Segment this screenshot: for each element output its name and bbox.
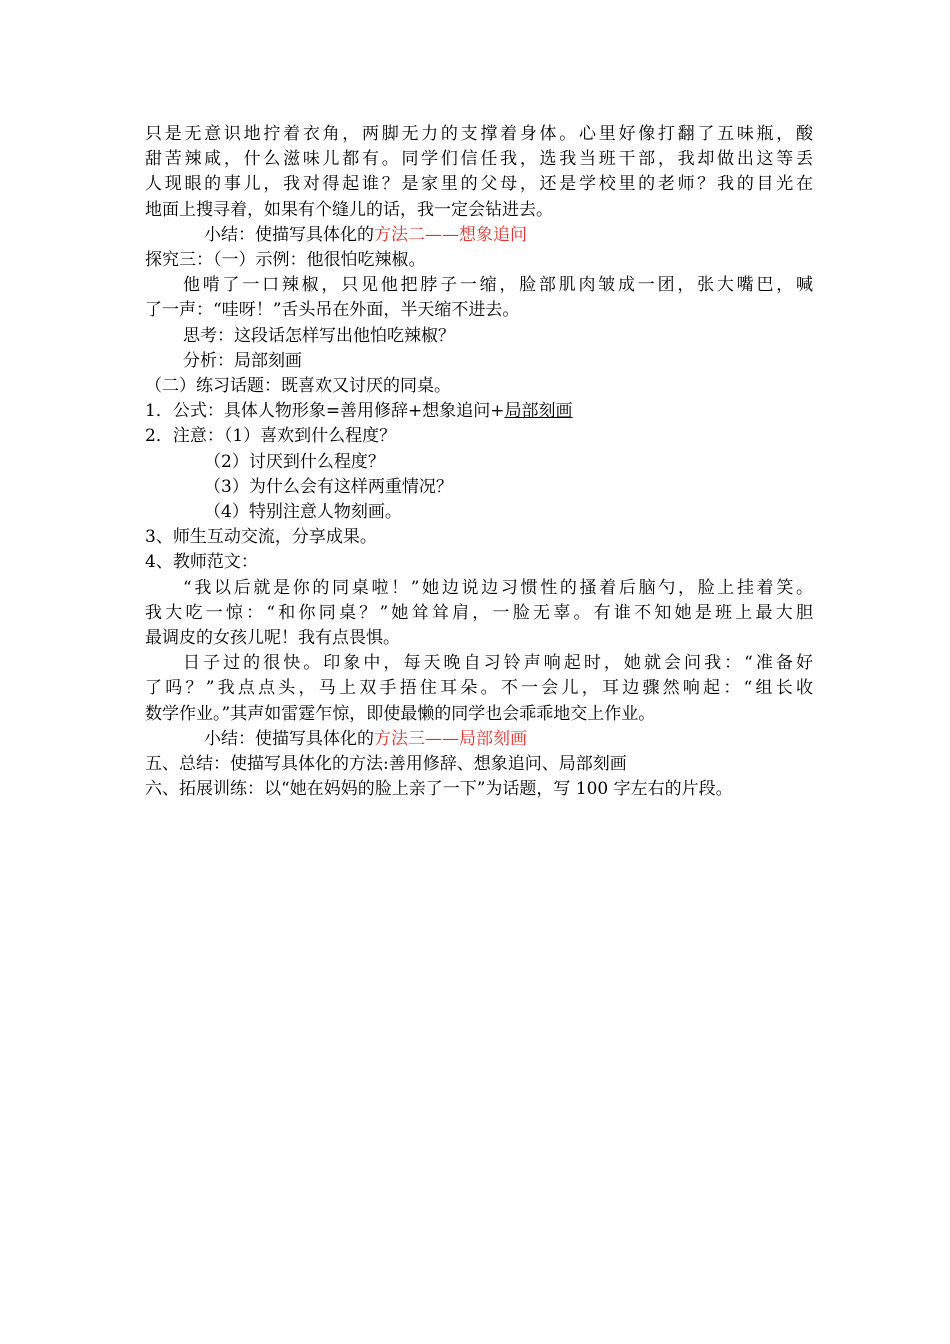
summary-method2-prefix: 小结：使描写具体化的 [204,224,374,245]
para1-line2: 甜苦辣咸，什么滋味儿都有。同学们信任我，选我当班干部，我却做出这等丢 [145,149,813,170]
analysis: 分析：局部刻画 [183,350,302,371]
step-4: 4、教师范文： [145,552,258,573]
example-line1: 他啃了一口辣椒，只见他把脖子一缩，脸部肌肉皱成一团，张大嘴巴，喊 [183,275,813,296]
note-2: （2）讨厌到什么程度？ [204,451,385,472]
para1-line3: 人现眼的事儿，我对得起谁？是家里的父母，还是学校里的老师？我的目光在 [145,174,813,195]
essay-p1-line3: 最调皮的女孩儿呢！我有点畏惧。 [145,628,400,649]
example-line2: 了一声：“哇呀！”舌头吊在外面，半天缩不进去。 [145,300,520,321]
formula [145,399,813,424]
para1-line1: 只是无意识地拧着衣角，两脚无力的支撑着身体。心里好像打翻了五味瓶，酸 [145,124,813,144]
summary-method2 [145,223,813,248]
note-4: （4）特别注意人物刻画。 [204,502,402,523]
summary-method3-highlight: 方法三——局部刻画 [374,728,527,749]
formula-underlined: 局部刻画 [504,401,573,422]
essay-p1-line1: “我以后就是你的同桌啦！”她边说边习惯性的搔着后脑勺，脸上挂着笑。 [183,577,813,598]
essay-p2-line2: 了吗？”我点点头，马上双手捂住耳朵。不一会儿，耳边骤然响起：“组长收 [145,678,813,699]
step-3: 3、师生互动交流，分享成果。 [145,527,377,548]
formula-prefix: 1．公式：具体人物形象=善用修辞+想象追问+ [145,401,505,422]
think-question: 思考：这段话怎样写出他怕吃辣椒？ [183,325,455,346]
note-3: （3）为什么会有这样两重情况？ [204,476,453,497]
notes-title: 2．注意：（1）喜欢到什么程度？ [145,426,397,447]
summary-method2-highlight: 方法二——想象追问 [374,224,527,245]
essay-p2-line1: 日子过的很快。印象中，每天晚自习铃声响起时，她就会问我：“准备好 [183,653,813,674]
essay-p1-line2: 我大吃一惊：“和你同桌？”她耸耸肩，一脸无辜。有谁不知她是班上最大胆 [145,602,813,623]
document-page [145,122,813,802]
summary-method3-prefix: 小结：使描写具体化的 [204,728,374,749]
conclusion-part5: 五、总结：使描写具体化的方法:善用修辞、想象追问、局部刻画 [145,754,627,775]
practice-topic: （二）练习话题：既喜欢又讨厌的同桌。 [145,376,451,397]
para1-line4: 地面上搜寻着，如果有个缝儿的话，我一定会钻进去。 [145,199,553,220]
explore3-title: 探究三：（一）示例：他很怕吃辣椒。 [145,250,426,271]
conclusion-part6: 六、拓展训练：以“她在妈妈的脸上亲了一下”为话题，写 100 字左右的片段。 [145,779,733,800]
essay-p2-line3: 数学作业。”其声如雷霆乍惊，即使最懒的同学也会乖乖地交上作业。 [145,703,656,724]
summary-method3 [145,727,813,752]
